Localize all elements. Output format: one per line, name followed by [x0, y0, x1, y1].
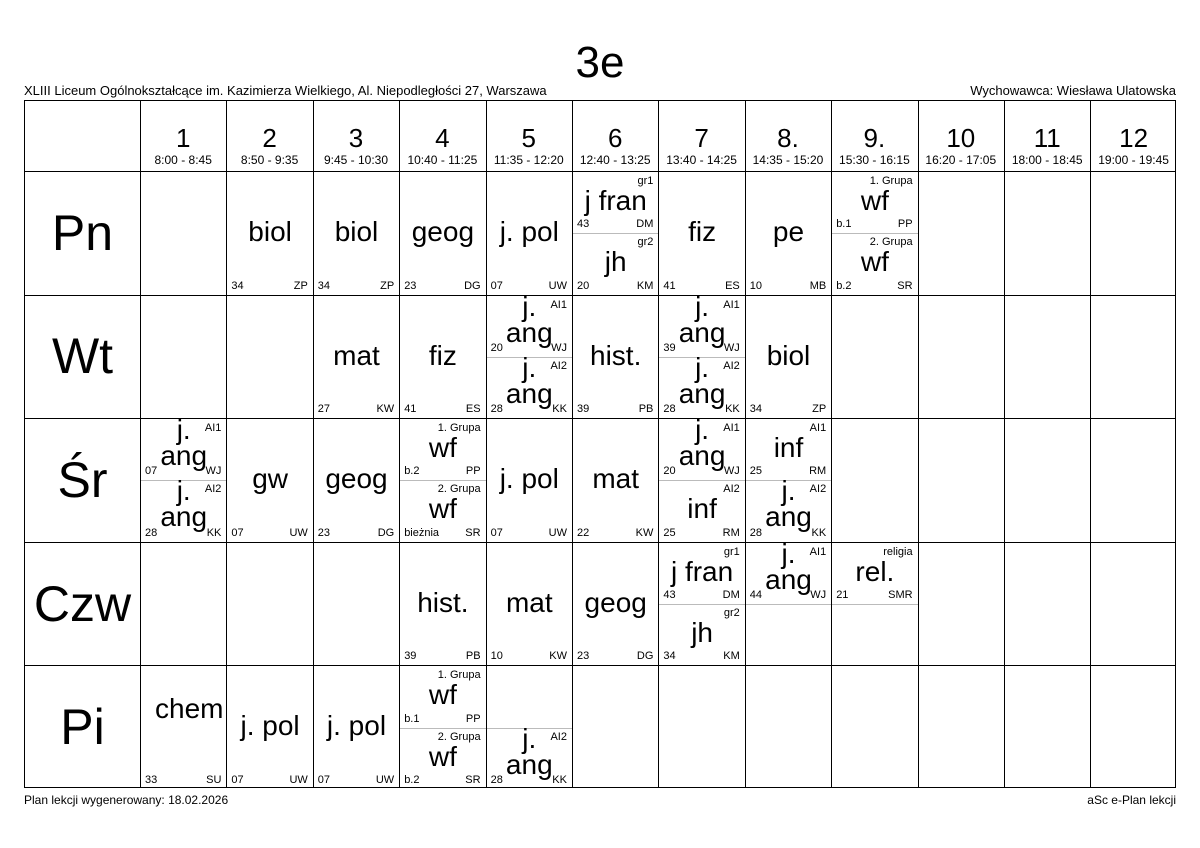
lesson-teacher: KM	[636, 279, 654, 292]
lesson-group: AI1	[550, 298, 567, 311]
generated-date: Plan lekcji wygenerowany: 18.02.2026	[24, 793, 229, 807]
lesson-teacher: SR	[465, 526, 481, 539]
period-time: 11:35 - 12:20	[493, 153, 564, 167]
lesson-teacher: DM	[722, 589, 740, 602]
lesson-teacher: SMR	[888, 589, 913, 602]
lesson-entry	[487, 666, 572, 727]
lesson-group: AI1	[204, 422, 222, 435]
lesson-teacher: WJ	[723, 465, 740, 478]
lesson-teacher: ES	[465, 403, 481, 416]
lesson-subject: hist.	[590, 339, 642, 371]
lesson-entry	[141, 666, 226, 789]
period-time: 14:35 - 15:20	[752, 153, 824, 167]
lesson-teacher: DG	[377, 526, 395, 539]
lesson-cell	[314, 666, 399, 789]
lesson-teacher: KW	[549, 650, 567, 663]
period-header	[745, 101, 831, 171]
lesson-entry	[487, 419, 572, 542]
lesson-subject: mat	[333, 339, 380, 371]
lesson-group: 2. Grupa	[437, 730, 481, 743]
lesson-teacher: ES	[725, 279, 740, 292]
lesson-room: 28	[663, 403, 676, 416]
lesson-subject: j fran	[584, 185, 647, 216]
period-time: 18:00 - 18:45	[1011, 153, 1083, 167]
period-number: 9.	[863, 123, 886, 153]
lesson-room: 34	[231, 279, 244, 292]
lesson-room: 43	[577, 218, 590, 231]
lesson-entry	[659, 604, 744, 665]
lesson-teacher: KW	[376, 403, 395, 416]
lesson-cell	[573, 296, 658, 419]
lesson-room: 34	[663, 650, 676, 663]
lesson-cell	[659, 296, 744, 419]
lesson-divider	[832, 604, 917, 605]
lesson-subject: geog	[411, 216, 475, 247]
lesson-cell	[314, 172, 399, 295]
lesson-cell	[832, 543, 917, 666]
lesson-subject: biol	[248, 216, 292, 247]
lesson-entry	[573, 419, 658, 542]
lesson-group: AI1	[809, 422, 827, 435]
lesson-subject: j. ang	[765, 542, 812, 595]
lesson-entry	[573, 543, 658, 666]
lesson-teacher: DG	[464, 279, 481, 292]
lesson-entry	[832, 543, 917, 604]
lesson-room: 23	[577, 650, 590, 663]
period-time: 19:00 - 19:45	[1098, 153, 1169, 167]
lesson-entry	[573, 172, 658, 233]
period-header	[226, 101, 312, 171]
lesson-subject: wf	[428, 493, 457, 525]
lesson-room: 28	[145, 526, 158, 539]
grid-col-line	[918, 101, 919, 787]
lesson-entry	[487, 543, 572, 666]
lesson-cell	[487, 543, 572, 666]
period-header	[486, 101, 572, 171]
period-header	[658, 101, 744, 171]
grid-col-line	[1090, 101, 1091, 787]
period-header	[572, 101, 658, 171]
lesson-entry	[400, 480, 485, 541]
lesson-cell	[227, 666, 312, 789]
lesson-divider	[659, 604, 744, 605]
lesson-room: 07	[145, 465, 158, 478]
lesson-entry	[659, 543, 744, 604]
lesson-entry	[400, 728, 485, 789]
day-label: Wt	[51, 328, 114, 385]
lesson-subject: j fran	[670, 555, 734, 587]
lesson-teacher: WJ	[723, 341, 740, 354]
period-time: 12:40 - 13:25	[579, 153, 651, 167]
lesson-teacher: DG	[636, 650, 654, 663]
lesson-teacher: UW	[289, 526, 308, 539]
lesson-cell	[400, 419, 485, 542]
lesson-subject: j. ang	[160, 419, 208, 472]
lesson-entry	[832, 233, 917, 294]
lesson-subject: jh	[604, 246, 627, 278]
lesson-teacher: UW	[548, 526, 567, 539]
lesson-teacher: ZP	[812, 403, 827, 416]
lesson-teacher: MB	[809, 279, 827, 292]
lesson-entry	[400, 543, 485, 666]
lesson-cell	[832, 172, 917, 295]
lesson-group: gr2	[723, 607, 740, 620]
lesson-teacher: SR	[465, 773, 481, 786]
lesson-divider	[659, 480, 744, 481]
lesson-cell	[141, 419, 226, 542]
period-time: 15:30 - 16:15	[839, 153, 910, 167]
lesson-group: 2. Grupa	[437, 483, 481, 496]
lesson-entry	[746, 480, 831, 541]
lesson-teacher: KW	[635, 526, 654, 539]
lesson-teacher: KK	[206, 526, 222, 539]
lesson-group: 1. Grupa	[869, 175, 913, 187]
lesson-room: 43	[663, 589, 676, 602]
lesson-teacher: ZP	[293, 279, 308, 292]
lesson-entry	[314, 296, 399, 419]
lesson-teacher: KK	[725, 403, 740, 416]
lesson-entry	[832, 172, 917, 233]
lesson-teacher: KK	[811, 526, 827, 539]
lesson-group: AI2	[204, 483, 222, 496]
lesson-subject: wf	[428, 679, 457, 711]
lesson-group: 1. Grupa	[437, 422, 481, 435]
lesson-teacher: KK	[552, 403, 567, 416]
class-tutor: Wychowawca: Wiesława Ulatowska	[970, 83, 1176, 98]
period-number: 1	[175, 123, 191, 153]
lesson-group: religia	[883, 545, 913, 558]
lesson-entry	[659, 296, 744, 357]
lesson-teacher: SR	[897, 279, 913, 292]
lesson-subject: j. pol	[499, 463, 559, 495]
period-number: 6	[607, 123, 623, 153]
day-label: Pi	[60, 699, 105, 756]
lesson-room: 20	[577, 279, 590, 292]
lesson-group: AI1	[723, 298, 740, 311]
lesson-cell	[227, 172, 312, 295]
lesson-teacher: KK	[552, 773, 567, 786]
lesson-room: b.2	[404, 773, 420, 786]
lesson-group: AI1	[723, 422, 740, 435]
lesson-entry	[314, 666, 399, 789]
period-number: 12	[1119, 123, 1149, 153]
lesson-group: AI2	[550, 359, 567, 372]
lesson-subject: chem	[155, 693, 224, 725]
lesson-room: 28	[749, 526, 763, 539]
day-label: Pn	[51, 204, 114, 261]
lesson-cell	[400, 666, 485, 789]
lesson-subject: jh	[691, 617, 713, 649]
lesson-entry	[746, 604, 831, 665]
lesson-room: 27	[317, 403, 331, 416]
lesson-room: bieżnia	[404, 526, 440, 539]
lesson-subject: wf	[428, 740, 457, 772]
lesson-subject: wf	[428, 432, 457, 464]
period-time: 8:50 - 9:35	[240, 153, 299, 167]
period-header	[918, 101, 1004, 171]
lesson-subject: fiz	[428, 339, 457, 371]
lesson-cell	[573, 543, 658, 666]
lesson-room: 25	[749, 465, 763, 478]
lesson-room: 22	[577, 526, 590, 539]
lesson-subject: j. ang	[678, 356, 726, 409]
day-label: Śr	[57, 451, 108, 508]
lesson-room: 39	[404, 650, 417, 663]
lesson-cell	[314, 296, 399, 419]
lesson-entry	[746, 543, 831, 604]
lesson-subject: j. ang	[765, 480, 812, 533]
lesson-subject: wf	[860, 246, 889, 278]
lesson-entry	[573, 233, 658, 294]
lesson-entry	[400, 296, 485, 419]
lesson-cell	[746, 296, 831, 419]
lesson-subject: wf	[860, 185, 889, 216]
lesson-subject: geog	[325, 463, 388, 495]
lesson-teacher: PB	[638, 403, 654, 416]
period-header	[399, 101, 485, 171]
lesson-entry	[487, 172, 572, 295]
lesson-teacher: UW	[375, 773, 395, 786]
lesson-entry	[314, 172, 399, 295]
software-credit: aSc e-Plan lekcji	[1087, 793, 1176, 807]
lesson-teacher: PB	[465, 650, 481, 663]
lesson-room: 07	[490, 526, 503, 539]
lesson-entry	[573, 296, 658, 419]
lesson-group: 1. Grupa	[437, 669, 481, 682]
lesson-cell	[487, 296, 572, 419]
lesson-subject: j. ang	[678, 419, 726, 472]
lesson-cell	[746, 419, 831, 542]
lesson-group: AI2	[723, 483, 740, 496]
lesson-teacher: RM	[722, 526, 740, 539]
lesson-cell	[746, 543, 831, 666]
grid-col-line	[1004, 101, 1005, 787]
lesson-cell	[659, 172, 744, 295]
lesson-entry	[314, 419, 399, 542]
lesson-room: 23	[404, 279, 417, 292]
lesson-group: AI1	[809, 545, 827, 558]
lesson-room: 10	[490, 650, 503, 663]
lesson-room: 07	[231, 526, 244, 539]
lesson-entry	[659, 172, 744, 295]
lesson-subject: j. pol	[326, 710, 387, 742]
lesson-room: 21	[836, 589, 849, 602]
lesson-subject: j. ang	[505, 727, 553, 780]
lesson-room: b.2	[836, 279, 852, 292]
period-header	[831, 101, 917, 171]
lesson-cell	[227, 419, 312, 542]
lesson-room: 34	[749, 403, 763, 416]
lesson-group: AI2	[550, 730, 567, 743]
lesson-entry	[746, 172, 831, 295]
lesson-room: 07	[317, 773, 331, 786]
lesson-entry	[487, 357, 572, 418]
lesson-subject: hist.	[417, 586, 469, 618]
lesson-room: 25	[663, 526, 676, 539]
lesson-room: 33	[145, 773, 158, 786]
lesson-divider	[400, 728, 485, 729]
lesson-room: 20	[490, 341, 503, 354]
lesson-cell	[314, 419, 399, 542]
lesson-room: 44	[749, 589, 763, 602]
lesson-group: gr1	[637, 175, 654, 187]
lesson-cell	[573, 172, 658, 295]
lesson-entry	[400, 172, 485, 295]
lesson-entry	[141, 419, 226, 480]
lesson-entry	[400, 666, 485, 727]
period-time: 13:40 - 14:25	[666, 153, 737, 167]
lesson-room: 28	[490, 773, 503, 786]
class-title: 3e	[575, 38, 625, 87]
lesson-room: b.2	[404, 465, 420, 478]
lesson-group: gr2	[637, 236, 654, 249]
lesson-teacher: PP	[897, 218, 913, 231]
lesson-entry	[487, 728, 572, 789]
period-number: 5	[521, 123, 537, 153]
lesson-subject: j. ang	[160, 480, 208, 533]
lesson-subject: mat	[592, 463, 640, 495]
period-number: 11	[1033, 123, 1061, 153]
lesson-cell	[487, 172, 572, 295]
lesson-teacher: ZP	[380, 279, 395, 292]
lesson-subject: j. ang	[505, 356, 553, 409]
lesson-cell	[400, 296, 485, 419]
lesson-cell	[487, 419, 572, 542]
lesson-cell	[746, 172, 831, 295]
lesson-teacher: WJ	[205, 465, 222, 478]
lesson-entry	[659, 480, 744, 541]
lesson-group: AI2	[723, 359, 740, 372]
period-number: 10	[946, 123, 976, 153]
lesson-room: 20	[663, 465, 676, 478]
lesson-teacher: WJ	[551, 341, 567, 354]
lesson-entry	[832, 604, 917, 665]
lesson-subject: j. pol	[499, 216, 559, 247]
period-number: 8.	[777, 123, 799, 153]
period-time: 8:00 - 8:45	[154, 153, 212, 167]
lesson-divider	[832, 233, 917, 234]
lesson-cell	[487, 666, 572, 789]
period-time: 16:20 - 17:05	[925, 153, 997, 167]
lesson-group: 2. Grupa	[869, 236, 913, 249]
period-header	[313, 101, 399, 171]
lesson-subject: pe	[772, 216, 805, 247]
lesson-entry	[227, 666, 312, 789]
lesson-subject: gw	[252, 463, 288, 495]
lesson-room: 34	[317, 279, 331, 292]
lesson-teacher: KM	[723, 650, 740, 663]
lesson-room: 39	[663, 341, 676, 354]
lesson-teacher: UW	[548, 279, 567, 292]
lesson-subject: j. ang	[678, 295, 726, 348]
lesson-entry	[400, 419, 485, 480]
lesson-cell	[400, 543, 485, 666]
lesson-entry	[227, 172, 312, 295]
lesson-teacher: DM	[636, 218, 654, 231]
period-number: 2	[262, 123, 277, 153]
lesson-teacher: SU	[206, 773, 222, 786]
lesson-teacher: PP	[465, 465, 481, 478]
lesson-cell	[659, 419, 744, 542]
lesson-teacher: UW	[289, 773, 308, 786]
lesson-cell	[400, 172, 485, 295]
lesson-cell	[573, 419, 658, 542]
lesson-room: b.1	[836, 218, 852, 231]
lesson-subject: mat	[505, 586, 553, 618]
lesson-subject: j. pol	[240, 710, 300, 742]
lesson-teacher: WJ	[810, 589, 827, 602]
period-number: 3	[348, 123, 364, 153]
period-number: 7	[694, 123, 709, 153]
lesson-room: 10	[749, 279, 763, 292]
lesson-room: 41	[663, 279, 676, 292]
lesson-cell	[141, 666, 226, 789]
lesson-teacher: RM	[809, 465, 827, 478]
period-header	[140, 101, 226, 171]
lesson-room: b.1	[404, 712, 420, 725]
lesson-group: gr1	[723, 545, 740, 558]
lesson-cell	[659, 543, 744, 666]
lesson-subject: inf	[773, 432, 804, 464]
lesson-divider	[573, 233, 658, 234]
school-name: XLIII Liceum Ogólnokształcące im. Kazimierza Wielkiego, Al. Niepodległości 27, Warszawa	[24, 83, 547, 98]
lesson-subject: fiz	[688, 216, 717, 247]
period-time: 9:45 - 10:30	[323, 153, 389, 167]
lesson-entry	[227, 419, 312, 542]
lesson-entry	[659, 419, 744, 480]
lesson-entry	[487, 296, 572, 357]
lesson-room: 23	[317, 526, 331, 539]
lesson-group: AI2	[809, 483, 827, 496]
lesson-entry	[659, 357, 744, 418]
lesson-room: 39	[577, 403, 590, 416]
lesson-subject: j. ang	[505, 295, 553, 348]
lesson-divider	[746, 604, 831, 605]
period-time: 10:40 - 11:25	[407, 153, 478, 167]
period-header	[1004, 101, 1090, 171]
lesson-subject: biol	[334, 216, 379, 247]
lesson-subject: inf	[687, 493, 717, 525]
lesson-subject: rel.	[855, 555, 895, 587]
lesson-entry	[141, 480, 226, 541]
lesson-subject: biol	[766, 339, 811, 371]
lesson-divider	[400, 480, 485, 481]
period-header	[1090, 101, 1176, 171]
lesson-entry	[746, 419, 831, 480]
lesson-room: 41	[404, 403, 417, 416]
lesson-room: 28	[490, 403, 503, 416]
lesson-room: 07	[490, 279, 503, 292]
period-number: 4	[435, 123, 450, 153]
day-label: Czw	[33, 575, 132, 632]
lesson-teacher: PP	[465, 712, 481, 725]
timetable-grid	[24, 100, 1176, 788]
lesson-entry	[746, 296, 831, 419]
lesson-room: 07	[231, 773, 244, 786]
lesson-subject: geog	[584, 586, 647, 618]
